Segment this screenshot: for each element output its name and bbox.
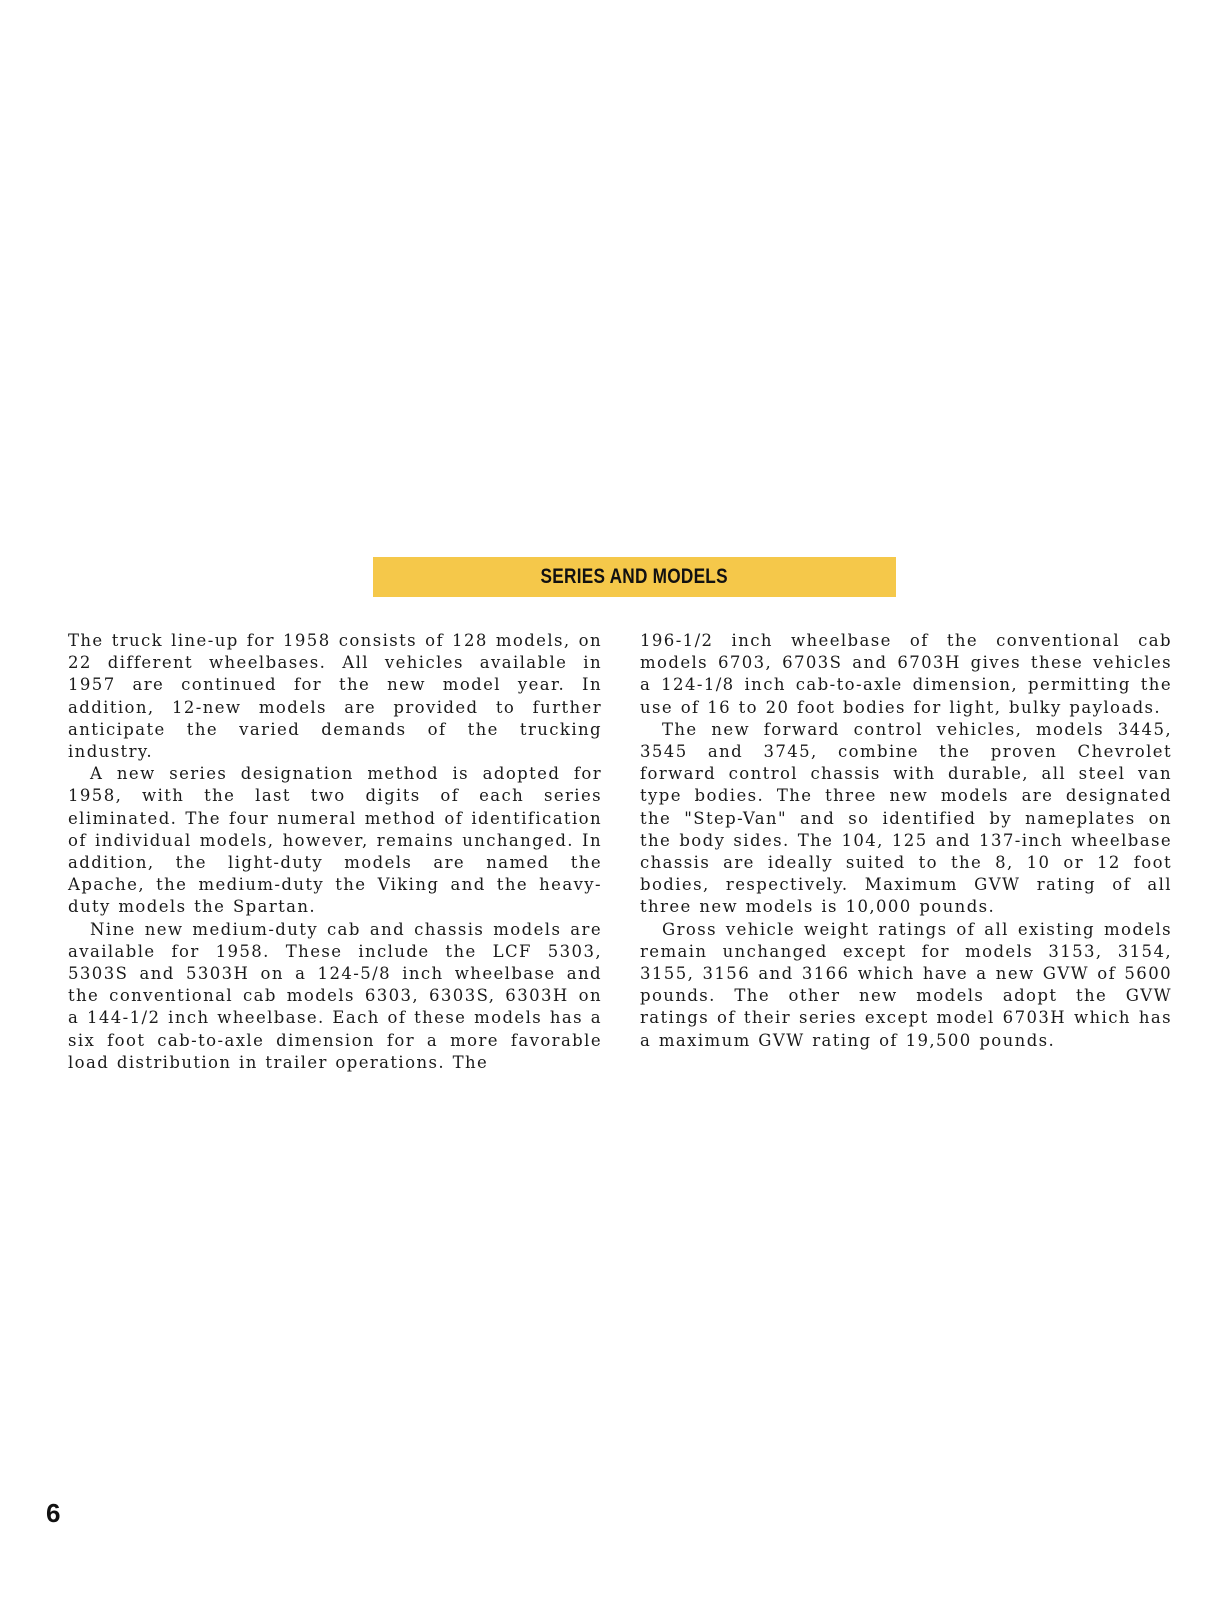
right-text-column: [640, 630, 1172, 1052]
paragraph-gvw-ratings: Gross vehicle weight ratings of all existing models remain unchanged except for models 3153, 3154, 3155, 3156 and 3166 which have a new GVW of 5600 pounds. The other new models adopt the GVW ratings of their series except model 6703H which has a maximum GVW rating of 19,500 pounds.: [640, 919, 1172, 1050]
section-title: SERIES AND MODELS: [540, 565, 729, 588]
paragraph-forward-control: The new forward control vehicles, models 3445, 3545 and 3745, combine the proven Chevrolet forward control chassis with durable, all steel van type bodies. The three new models are designated the "Step-Van" and so identified by nameplates on the body sides. The 104, 125 and 137-inch wheelbase chassis are ideally suited to the 8, 10 or 12 foot bodies, respectively. Maximum GVW rating of all three new models is 10,000 pounds.: [640, 719, 1172, 917]
left-text-column: [68, 630, 602, 1074]
section-header-banner: [373, 557, 896, 597]
paragraph-lineup: The truck line-up for 1958 consists of 128 models, on 22 different wheelbases. All vehicles available in 1957 are continued for the new model year. In addition, 12-new models are provided to further anticipate the varied demands of the trucking industry.: [68, 631, 602, 762]
paragraph-wheelbase-continued: 196-1/2 inch wheelbase of the conventional cab models 6703, 6703S and 6703H gives these vehicles a 124-1/8 inch cab-to-axle dimension, permitting the use of 16 to 20 foot bodies for light, bulky payloads.: [640, 631, 1172, 717]
paragraph-medium-duty: Nine new medium-duty cab and chassis models are available for 1958. These include the LCF 5303, 5303S and 5303H on a 124-5/8 inch wheelbase and the conventional cab models 6303, 6303S, 6303H on a 144-1/2 inch wheelbase. Each of these models has a six foot cab-to-axle dimension for a more favorable load distribution in trailer operations. The: [68, 919, 602, 1072]
page-number: 6: [46, 1498, 61, 1528]
paragraph-series-designation: A new series designation method is adopted for 1958, with the last two digits of each series eliminated. The four numeral method of identification of individual models, however, remains unchanged. In addition, the light-duty models are named the Apache, the medium-duty the Viking and the heavy-duty models the Spartan.: [68, 764, 602, 917]
